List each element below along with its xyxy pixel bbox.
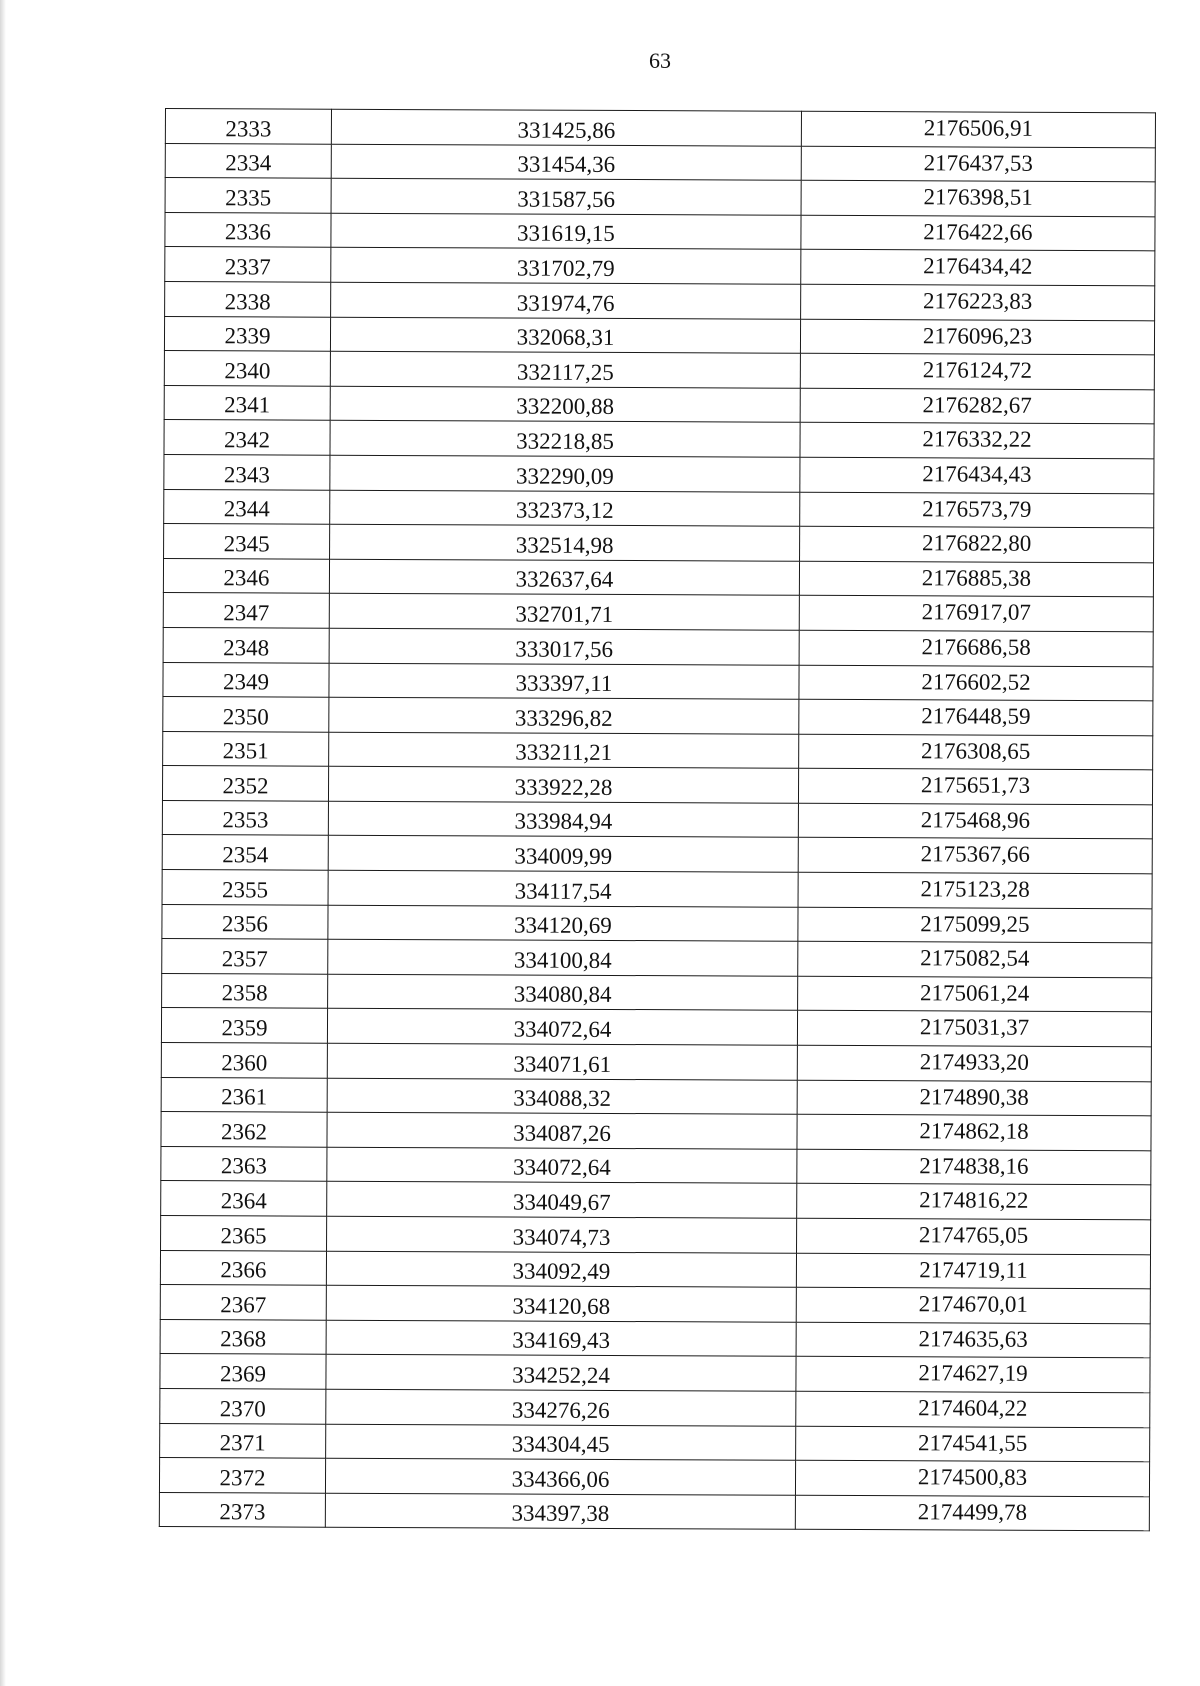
table-row	[160, 1319, 1150, 1358]
table-row	[165, 109, 1155, 148]
x-coordinate-cell: 334071,61	[327, 1043, 797, 1080]
table-row	[163, 731, 1153, 770]
x-coordinate-cell: 334120,69	[328, 905, 798, 942]
point-number-cell: 2336	[165, 212, 331, 247]
y-coordinate-cell: 2176437,53	[801, 146, 1155, 182]
point-number-cell: 2347	[163, 593, 329, 628]
table-row	[161, 1146, 1151, 1185]
point-number-cell: 2359	[161, 1008, 327, 1043]
y-coordinate-cell: 2174719,11	[796, 1253, 1150, 1289]
point-number-cell: 2361	[161, 1077, 327, 1112]
point-number-cell: 2367	[160, 1285, 326, 1320]
table-row	[165, 143, 1155, 182]
x-coordinate-cell: 332200,88	[330, 386, 800, 423]
x-coordinate-cell: 334117,54	[328, 870, 798, 907]
point-number-cell: 2345	[164, 524, 330, 559]
point-number-cell: 2344	[164, 489, 330, 524]
x-coordinate-cell: 334252,24	[326, 1355, 796, 1392]
table-row	[164, 454, 1154, 493]
table-row	[161, 1215, 1151, 1254]
x-coordinate-cell: 332373,12	[330, 490, 800, 527]
table-row	[163, 627, 1153, 666]
y-coordinate-cell: 2174816,22	[797, 1184, 1151, 1220]
point-number-cell: 2368	[160, 1319, 326, 1354]
page-number: 63	[649, 48, 671, 73]
y-coordinate-cell: 2175651,73	[798, 769, 1152, 805]
table-row	[164, 524, 1154, 563]
table-row	[163, 662, 1153, 701]
y-coordinate-cell: 2174765,05	[797, 1218, 1151, 1254]
x-coordinate-cell: 331974,76	[331, 282, 801, 319]
table-row	[159, 1492, 1149, 1531]
x-coordinate-cell: 331454,36	[331, 144, 801, 181]
table-row	[163, 558, 1153, 597]
coordinates-table	[159, 108, 1156, 1532]
x-coordinate-cell: 333017,56	[329, 628, 799, 665]
scan-edge-shadow	[0, 0, 6, 1686]
point-number-cell: 2333	[165, 109, 331, 144]
y-coordinate-cell: 2175123,28	[798, 872, 1152, 908]
point-number-cell: 2337	[165, 247, 331, 282]
x-coordinate-cell: 334072,64	[327, 1147, 797, 1184]
x-coordinate-cell: 333922,28	[328, 767, 798, 804]
point-number-cell: 2370	[160, 1388, 326, 1423]
y-coordinate-cell: 2174838,16	[797, 1149, 1151, 1185]
point-number-cell: 2369	[160, 1354, 326, 1389]
point-number-cell: 2341	[164, 385, 330, 420]
x-coordinate-cell: 334080,84	[328, 974, 798, 1011]
table-row	[162, 973, 1152, 1012]
x-coordinate-cell: 334276,26	[326, 1389, 796, 1426]
y-coordinate-cell: 2176332,22	[800, 423, 1154, 459]
x-coordinate-cell: 334397,38	[325, 1493, 795, 1530]
y-coordinate-cell: 2176124,72	[800, 353, 1154, 389]
x-coordinate-cell: 332068,31	[330, 317, 800, 354]
point-number-cell: 2362	[161, 1112, 327, 1147]
x-coordinate-cell: 332290,09	[330, 455, 800, 492]
y-coordinate-cell: 2176223,83	[801, 284, 1155, 320]
point-number-cell: 2351	[163, 731, 329, 766]
y-coordinate-cell: 2176573,79	[800, 492, 1154, 528]
x-coordinate-cell: 332701,71	[329, 594, 799, 631]
y-coordinate-cell: 2174541,55	[796, 1426, 1150, 1462]
point-number-cell: 2372	[159, 1458, 325, 1493]
table-row	[164, 489, 1154, 528]
x-coordinate-cell: 331619,15	[331, 213, 801, 250]
x-coordinate-cell: 334087,26	[327, 1112, 797, 1149]
table-row	[162, 939, 1152, 978]
y-coordinate-cell: 2175099,25	[798, 907, 1152, 943]
table-row	[161, 1112, 1151, 1151]
x-coordinate-cell: 334169,43	[326, 1320, 796, 1357]
x-coordinate-cell: 334072,64	[327, 1009, 797, 1046]
table-row	[162, 835, 1152, 874]
y-coordinate-cell: 2175468,96	[798, 803, 1152, 839]
table-row	[165, 247, 1155, 286]
point-number-cell: 2366	[160, 1250, 326, 1285]
table-row	[162, 870, 1152, 909]
point-number-cell: 2363	[161, 1146, 327, 1181]
table-row	[162, 800, 1152, 839]
x-coordinate-cell: 332117,25	[330, 351, 800, 388]
y-coordinate-cell: 2175367,66	[798, 838, 1152, 874]
point-number-cell: 2334	[165, 143, 331, 178]
y-coordinate-cell: 2176434,43	[800, 457, 1154, 493]
table-row	[160, 1354, 1150, 1393]
x-coordinate-cell: 331587,56	[331, 178, 801, 215]
x-coordinate-cell: 333211,21	[329, 732, 799, 769]
x-coordinate-cell: 334120,68	[326, 1285, 796, 1322]
point-number-cell: 2339	[164, 316, 330, 351]
point-number-cell: 2373	[159, 1492, 325, 1527]
x-coordinate-cell: 333984,94	[328, 801, 798, 838]
point-number-cell: 2352	[162, 766, 328, 801]
y-coordinate-cell: 2176422,66	[801, 215, 1155, 251]
x-coordinate-cell: 331425,86	[331, 109, 801, 146]
y-coordinate-cell: 2176686,58	[799, 630, 1153, 666]
point-number-cell: 2342	[164, 420, 330, 455]
y-coordinate-cell: 2174635,63	[796, 1322, 1150, 1358]
table-row	[165, 281, 1155, 320]
y-coordinate-cell: 2174890,38	[797, 1080, 1151, 1116]
x-coordinate-cell: 334074,73	[327, 1216, 797, 1253]
x-coordinate-cell: 332218,85	[330, 421, 800, 458]
point-number-cell: 2349	[163, 662, 329, 697]
table-row	[163, 593, 1153, 632]
x-coordinate-cell: 334088,32	[327, 1078, 797, 1115]
point-number-cell: 2364	[161, 1181, 327, 1216]
y-coordinate-cell: 2176448,59	[799, 699, 1153, 735]
point-number-cell: 2360	[161, 1043, 327, 1078]
y-coordinate-cell: 2176398,51	[801, 180, 1155, 216]
y-coordinate-cell: 2174499,78	[795, 1495, 1149, 1531]
y-coordinate-cell: 2174670,01	[796, 1287, 1150, 1323]
y-coordinate-cell: 2176822,80	[800, 526, 1154, 562]
x-coordinate-cell: 332514,98	[330, 524, 800, 561]
point-number-cell: 2365	[161, 1215, 327, 1250]
point-number-cell: 2343	[164, 454, 330, 489]
table-row	[164, 385, 1154, 424]
table-row	[163, 697, 1153, 736]
table-row	[165, 178, 1155, 217]
x-coordinate-cell: 334092,49	[326, 1251, 796, 1288]
table-row	[164, 316, 1154, 355]
table-row	[161, 1008, 1151, 1047]
y-coordinate-cell: 2176602,52	[799, 665, 1153, 701]
x-coordinate-cell: 333296,82	[329, 697, 799, 734]
point-number-cell: 2356	[162, 904, 328, 939]
y-coordinate-cell: 2174500,83	[795, 1460, 1149, 1496]
x-coordinate-cell: 331702,79	[331, 248, 801, 285]
y-coordinate-cell: 2176282,67	[800, 388, 1154, 424]
point-number-cell: 2350	[163, 697, 329, 732]
x-coordinate-cell: 334049,67	[327, 1182, 797, 1219]
x-coordinate-cell: 334100,84	[328, 939, 798, 976]
point-number-cell: 2335	[165, 178, 331, 213]
point-number-cell: 2357	[162, 939, 328, 974]
x-coordinate-cell: 334304,45	[326, 1424, 796, 1461]
y-coordinate-cell: 2176434,42	[801, 250, 1155, 286]
table-row	[165, 212, 1155, 251]
point-number-cell: 2340	[164, 351, 330, 386]
table-row	[164, 351, 1154, 390]
y-coordinate-cell: 2176096,23	[800, 319, 1154, 355]
table-row	[160, 1388, 1150, 1427]
y-coordinate-cell: 2176917,07	[799, 596, 1153, 632]
table-row	[164, 420, 1154, 459]
point-number-cell: 2353	[162, 800, 328, 835]
y-coordinate-cell: 2175082,54	[798, 942, 1152, 978]
table-row	[160, 1285, 1150, 1324]
point-number-cell: 2348	[163, 627, 329, 662]
point-number-cell: 2358	[162, 973, 328, 1008]
x-coordinate-cell: 334366,06	[325, 1458, 795, 1495]
y-coordinate-cell: 2175061,24	[798, 976, 1152, 1012]
table-row	[162, 904, 1152, 943]
table-row	[161, 1043, 1151, 1082]
y-coordinate-cell: 2176308,65	[799, 734, 1153, 770]
point-number-cell: 2371	[160, 1423, 326, 1458]
point-number-cell: 2346	[163, 558, 329, 593]
x-coordinate-cell: 333397,11	[329, 663, 799, 700]
y-coordinate-cell: 2176885,38	[799, 561, 1153, 597]
y-coordinate-cell: 2174604,22	[796, 1391, 1150, 1427]
point-number-cell: 2355	[162, 870, 328, 905]
table-row	[161, 1181, 1151, 1220]
point-number-cell: 2338	[165, 281, 331, 316]
y-coordinate-cell: 2175031,37	[797, 1011, 1151, 1047]
table-row	[160, 1250, 1150, 1289]
table-row	[162, 766, 1152, 805]
table-row	[161, 1077, 1151, 1116]
table-row	[160, 1423, 1150, 1462]
y-coordinate-cell: 2174933,20	[797, 1045, 1151, 1081]
y-coordinate-cell: 2174862,18	[797, 1114, 1151, 1150]
x-coordinate-cell: 332637,64	[329, 559, 799, 596]
point-number-cell: 2354	[162, 835, 328, 870]
coordinates-table-body	[159, 109, 1155, 1532]
x-coordinate-cell: 334009,99	[328, 836, 798, 873]
y-coordinate-cell: 2174627,19	[796, 1357, 1150, 1393]
table-row	[159, 1458, 1149, 1497]
y-coordinate-cell: 2176506,91	[801, 111, 1155, 147]
